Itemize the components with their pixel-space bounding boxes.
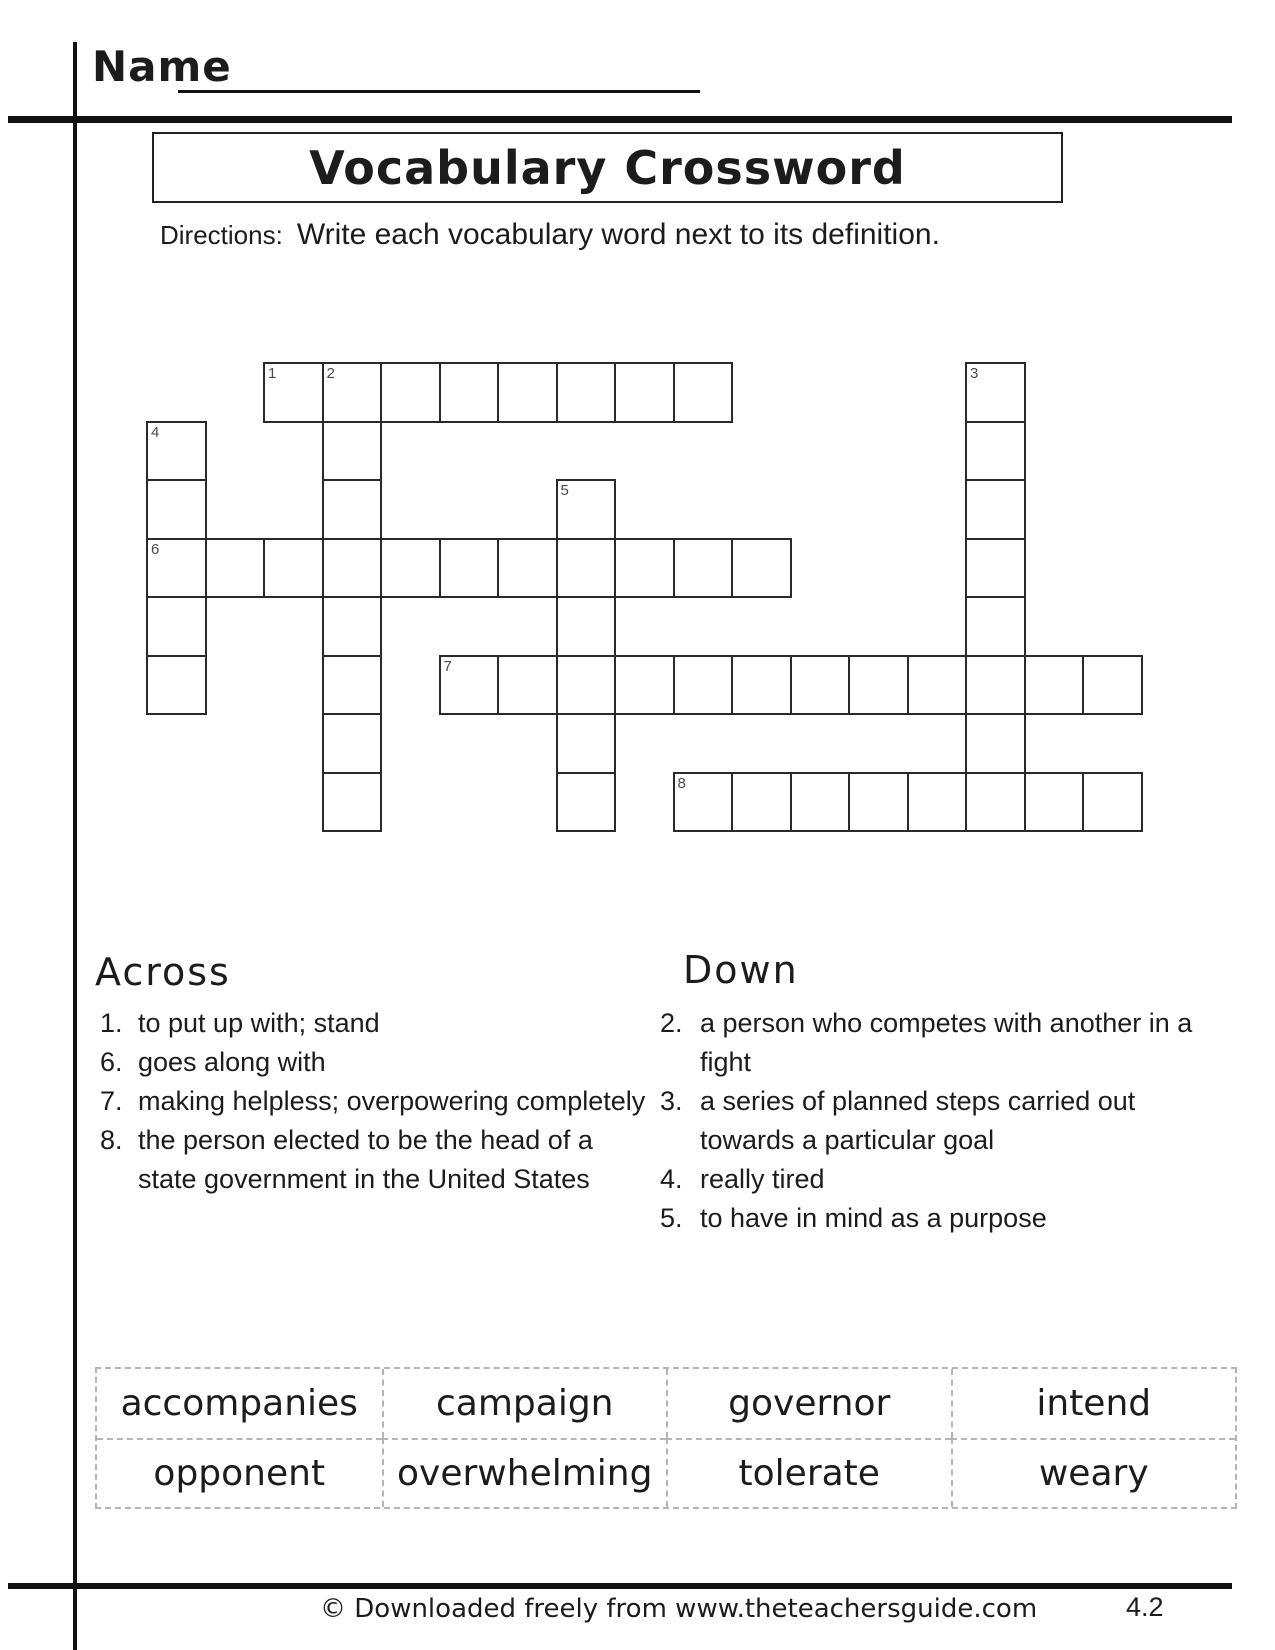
grid-cell[interactable] <box>965 713 1026 774</box>
clue-number: 5. <box>660 1203 683 1233</box>
grid-cell[interactable] <box>848 655 909 716</box>
word-bank-word: campaign <box>382 1369 667 1438</box>
clue-number: 6. <box>100 1047 123 1077</box>
grid-cell[interactable] <box>673 362 734 423</box>
clue-text: a person who competes with another in a <box>700 1008 1193 1038</box>
grid-cell[interactable] <box>965 362 1026 423</box>
grid-cell[interactable] <box>497 655 558 716</box>
grid-cell[interactable] <box>556 713 617 774</box>
clue-number: 3. <box>660 1086 683 1116</box>
clue-text: state government in the United States <box>138 1164 590 1194</box>
grid-cell[interactable] <box>263 538 324 599</box>
grid-cell[interactable] <box>1024 772 1085 833</box>
clue-number: 8. <box>100 1125 123 1155</box>
clue-text: goes along with <box>138 1047 326 1077</box>
clue-text: towards a particular goal <box>700 1125 995 1155</box>
word-bank-word: opponent <box>97 1438 382 1507</box>
grid-cell[interactable] <box>322 479 383 540</box>
grid-cell[interactable] <box>965 655 1026 716</box>
grid-cell[interactable] <box>263 362 324 423</box>
word-bank-word: weary <box>951 1438 1236 1507</box>
word-bank-word: governor <box>666 1369 951 1438</box>
grid-cell[interactable] <box>614 538 675 599</box>
across-heading: Across <box>95 950 231 994</box>
grid-cell[interactable] <box>731 772 792 833</box>
grid-cell[interactable] <box>439 538 500 599</box>
grid-cell-number: 7 <box>443 657 452 675</box>
grid-cell[interactable] <box>614 655 675 716</box>
grid-cell[interactable] <box>439 362 500 423</box>
grid-cell[interactable] <box>205 538 266 599</box>
grid-cell[interactable] <box>673 772 734 833</box>
grid-cell[interactable] <box>322 538 383 599</box>
grid-cell[interactable] <box>146 596 207 657</box>
grid-cell[interactable] <box>1082 655 1143 716</box>
grid-cell[interactable] <box>965 772 1026 833</box>
word-bank-word: overwhelming <box>382 1438 667 1507</box>
word-bank-word: intend <box>951 1369 1236 1438</box>
footer-credit: © Downloaded freely from www.theteachersguide.com <box>320 1594 1038 1624</box>
grid-cell[interactable] <box>497 538 558 599</box>
clue-number: 4. <box>660 1164 683 1194</box>
clue-text: fight <box>700 1047 752 1077</box>
clue-text: making helpless; overpowering completely <box>138 1086 646 1116</box>
grid-cell[interactable] <box>556 538 617 599</box>
grid-cell[interactable] <box>790 772 851 833</box>
grid-cell[interactable] <box>848 772 909 833</box>
directions <box>160 218 940 252</box>
grid-cell[interactable] <box>556 596 617 657</box>
word-bank-word: tolerate <box>666 1438 951 1507</box>
grid-cell-number: 6 <box>151 540 160 558</box>
grid-cell-number: 2 <box>326 365 335 382</box>
grid-cell-number: 8 <box>677 774 686 792</box>
grid-cell[interactable] <box>322 713 383 774</box>
directions-text: Write each vocabulary word next to its definition. <box>296 218 940 251</box>
grid-cell[interactable] <box>1024 655 1085 716</box>
grid-cell[interactable] <box>731 538 792 599</box>
page-title: Vocabulary Crossword <box>309 140 906 195</box>
grid-cell-number: 3 <box>970 365 979 382</box>
clue-line <box>0 1086 1275 1125</box>
header-rule <box>8 116 1232 123</box>
grid-cell[interactable] <box>322 421 383 482</box>
grid-cell[interactable] <box>146 655 207 716</box>
grid-cell[interactable] <box>556 479 617 540</box>
grid-cell[interactable] <box>146 479 207 540</box>
clue-text: a series of planned steps carried out <box>700 1086 1136 1116</box>
title-box <box>152 132 1063 203</box>
clue-number: 7. <box>100 1086 123 1116</box>
word-bank <box>95 1367 1237 1509</box>
clue-line <box>0 1203 1275 1242</box>
grid-cell[interactable] <box>556 362 617 423</box>
grid-cell[interactable] <box>673 655 734 716</box>
grid-cell[interactable] <box>965 479 1026 540</box>
grid-cell[interactable] <box>322 655 383 716</box>
grid-cell[interactable] <box>907 772 968 833</box>
grid-cell[interactable] <box>556 772 617 833</box>
grid-cell[interactable] <box>322 362 383 423</box>
grid-cell[interactable] <box>790 655 851 716</box>
grid-cell[interactable] <box>322 772 383 833</box>
directions-label: Directions: <box>160 220 283 250</box>
grid-cell-number: 5 <box>560 482 569 499</box>
grid-cell[interactable] <box>965 596 1026 657</box>
clue-line <box>0 1164 1275 1203</box>
clue-text: to put up with; stand <box>138 1008 380 1038</box>
name-blank-line[interactable] <box>178 60 700 93</box>
clue-number: 2. <box>660 1008 683 1038</box>
grid-cell[interactable] <box>439 655 500 716</box>
clue-line <box>0 1008 1275 1047</box>
grid-cell[interactable] <box>322 596 383 657</box>
grid-cell[interactable] <box>673 538 734 599</box>
clue-number: 1. <box>100 1008 123 1038</box>
clue-text: the person elected to be the head of a <box>138 1125 593 1155</box>
page-number: 4.2 <box>1126 1592 1164 1622</box>
grid-cell[interactable] <box>1082 772 1143 833</box>
grid-cell-number: 1 <box>268 365 277 382</box>
grid-cell[interactable] <box>965 421 1026 482</box>
clue-line <box>0 1125 1275 1164</box>
footer-rule <box>8 1583 1232 1589</box>
grid-cell-number: 4 <box>151 423 160 441</box>
grid-cell[interactable] <box>614 362 675 423</box>
grid-cell[interactable] <box>556 655 617 716</box>
grid-cell[interactable] <box>907 655 968 716</box>
grid-cell[interactable] <box>380 538 441 599</box>
name-label: Name <box>92 42 232 91</box>
grid-cell[interactable] <box>146 421 207 482</box>
grid-cell[interactable] <box>146 538 207 599</box>
grid-cell[interactable] <box>380 362 441 423</box>
grid-cell[interactable] <box>731 655 792 716</box>
clue-text: to have in mind as a purpose <box>700 1203 1047 1233</box>
grid-cell[interactable] <box>965 538 1026 599</box>
word-bank-word: accompanies <box>120 1383 358 1424</box>
clue-text: really tired <box>700 1164 825 1194</box>
grid-cell[interactable] <box>497 362 558 423</box>
down-heading: Down <box>683 948 799 992</box>
clue-line <box>0 1047 1275 1086</box>
left-margin-rule <box>73 42 77 1650</box>
